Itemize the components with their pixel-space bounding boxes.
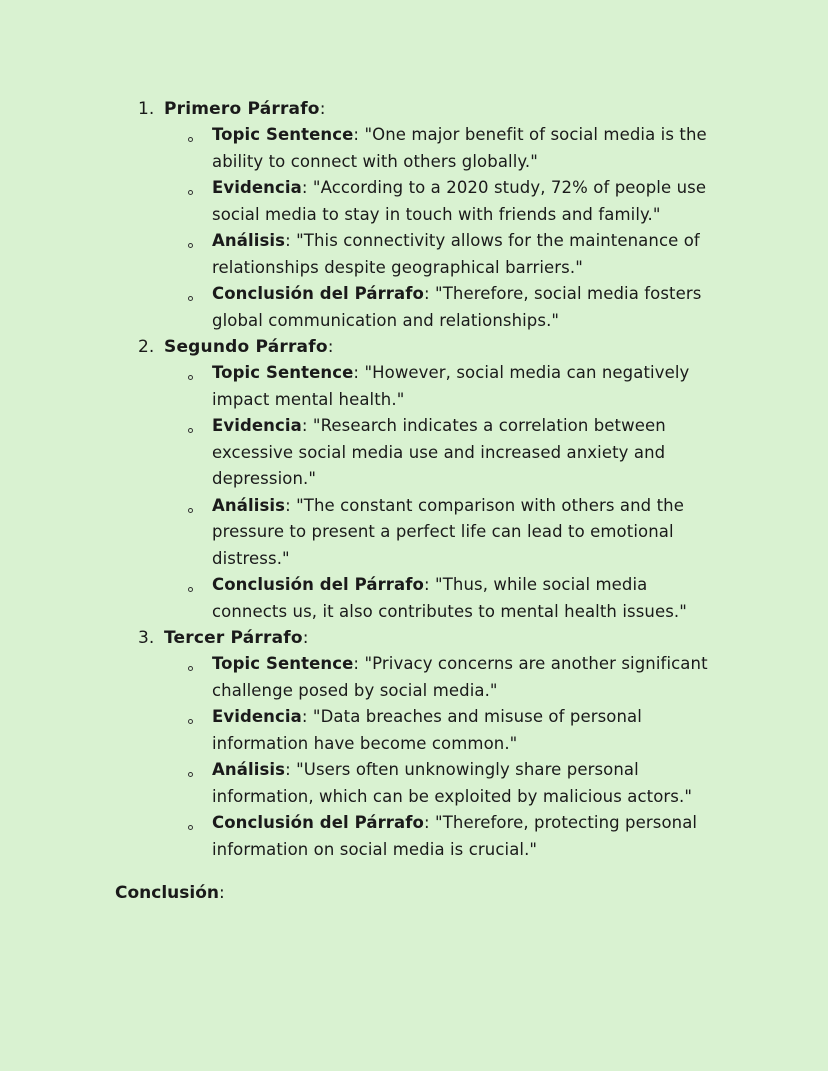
list-item-conclusion-parrafo: Conclusión del Párrafo: "Thus, while social media connects us, it also contributes to mental health issues." bbox=[186, 572, 718, 625]
item-label: Análisis bbox=[212, 495, 286, 515]
item-label: Evidencia bbox=[212, 178, 302, 197]
item-text: "The constant comparison with others and the pressure to present a perfect life can lead to emotional distress." bbox=[212, 495, 684, 568]
item-text: "Therefore, protecting personal information on social media is crucial." bbox=[212, 813, 698, 859]
paragraph-items bbox=[138, 651, 718, 863]
paragraph-section-1 bbox=[138, 96, 718, 334]
list-item-topic-sentence: Topic Sentence: "However, social media can negatively impact mental health." bbox=[186, 360, 718, 413]
item-text: "Data breaches and misuse of personal information have become common." bbox=[212, 707, 642, 753]
paragraph-number: 3. bbox=[138, 628, 155, 648]
paragraph-number: 1. bbox=[138, 99, 155, 119]
item-label: Evidencia bbox=[212, 416, 302, 435]
item-text: "One major benefit of social media is the ability to connect with others globally." bbox=[212, 125, 707, 171]
paragraph-section-3 bbox=[138, 625, 718, 863]
item-label: Topic Sentence bbox=[212, 363, 354, 382]
item-label: Conclusión del Párrafo bbox=[212, 284, 424, 303]
hollow-bullet-icon bbox=[188, 587, 193, 592]
hollow-bullet-icon bbox=[188, 719, 193, 724]
item-text: "According to a 2020 study, 72% of people use social media to stay in touch with friends and family." bbox=[212, 178, 707, 224]
hollow-bullet-icon bbox=[188, 375, 193, 380]
list-item-topic-sentence: Topic Sentence: "One major benefit of social media is the ability to connect with others globally." bbox=[186, 122, 718, 175]
hollow-bullet-icon bbox=[188, 666, 193, 671]
item-label: Análisis bbox=[212, 231, 286, 250]
item-text: "Users often unknowingly share personal information, which can be exploited by malicious actors." bbox=[212, 760, 693, 806]
list-item-conclusion-parrafo: Conclusión del Párrafo: "Therefore, protecting personal information on social media is crucial." bbox=[186, 810, 718, 863]
list-item-analisis: Análisis: "The constant comparison with others and the pressure to present a perfect life can lead to emotional distress." bbox=[186, 493, 718, 573]
item-label: Topic Sentence bbox=[212, 125, 354, 144]
hollow-bullet-icon bbox=[188, 243, 193, 248]
conclusion-heading-text: Conclusión bbox=[115, 883, 219, 903]
paragraph-heading: 2. Segundo Párrafo : bbox=[138, 334, 718, 360]
item-text: "Thus, while social media connects us, it also contributes to mental health issues." bbox=[212, 575, 687, 621]
item-text: "Privacy concerns are another significant challenge posed by social media." bbox=[212, 654, 708, 700]
paragraph-section-2 bbox=[138, 334, 718, 625]
hollow-bullet-icon bbox=[188, 190, 193, 195]
hollow-bullet-icon bbox=[188, 296, 193, 301]
conclusion-heading: Conclusión: bbox=[115, 883, 225, 903]
hollow-bullet-icon bbox=[188, 508, 193, 513]
item-label: Análisis bbox=[212, 760, 286, 779]
item-text: "Research indicates a correlation between excessive social media use and increased anxiety and depression." bbox=[212, 416, 666, 488]
item-text: "Therefore, social media fosters global communication and relationships." bbox=[212, 284, 702, 330]
item-label: Topic Sentence bbox=[212, 654, 354, 673]
hollow-bullet-icon bbox=[188, 428, 193, 433]
item-label: Evidencia bbox=[212, 707, 302, 726]
paragraph-title: Primero Párrafo bbox=[164, 99, 320, 119]
essay-outline bbox=[138, 96, 718, 863]
item-label: Conclusión del Párrafo bbox=[212, 813, 424, 832]
paragraph-number: 2. bbox=[138, 337, 155, 357]
list-item-analisis: Análisis: "This connectivity allows for the maintenance of relationships despite geographical barriers." bbox=[186, 228, 718, 281]
item-label: Conclusión del Párrafo bbox=[212, 575, 424, 594]
list-item-evidencia: Evidencia: "According to a 2020 study, 72% of people use social media to stay in touch with friends and family." bbox=[186, 175, 718, 228]
item-text: "This connectivity allows for the maintenance of relationships despite geographical barriers." bbox=[212, 231, 700, 277]
paragraph-items bbox=[138, 122, 718, 334]
list-item-evidencia: Evidencia: "Data breaches and misuse of personal information have become common." bbox=[186, 704, 718, 757]
list-item-evidencia: Evidencia: "Research indicates a correlation between excessive social media use and increased anxiety and depression." bbox=[186, 413, 718, 493]
hollow-bullet-icon bbox=[188, 825, 193, 830]
paragraph-items bbox=[138, 360, 718, 625]
list-item-conclusion-parrafo: Conclusión del Párrafo: "Therefore, social media fosters global communication and relationships." bbox=[186, 281, 718, 334]
list-item-analisis: Análisis: "Users often unknowingly share personal information, which can be exploited by malicious actors." bbox=[186, 757, 718, 810]
hollow-bullet-icon bbox=[188, 137, 193, 142]
item-text: "However, social media can negatively impact mental health." bbox=[212, 363, 690, 409]
paragraph-title: Segundo Párrafo bbox=[164, 337, 328, 357]
paragraph-heading: 3. Tercer Párrafo : bbox=[138, 625, 718, 651]
paragraph-title: Tercer Párrafo bbox=[164, 628, 303, 648]
hollow-bullet-icon bbox=[188, 772, 193, 777]
list-item-topic-sentence: Topic Sentence: "Privacy concerns are another significant challenge posed by social media." bbox=[186, 651, 718, 704]
paragraph-heading: 1. Primero Párrafo : bbox=[138, 96, 718, 122]
